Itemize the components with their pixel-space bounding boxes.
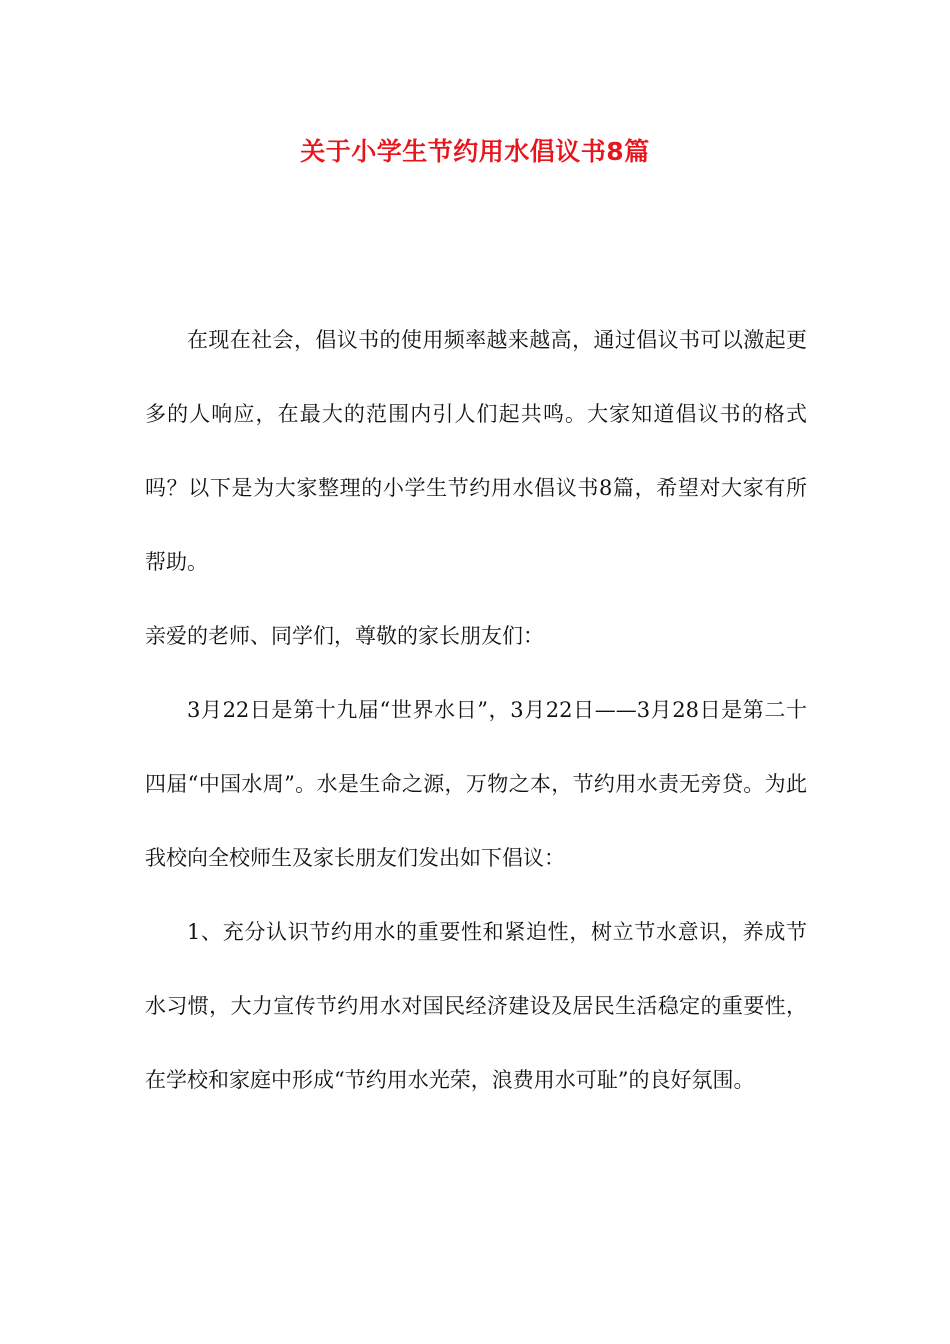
proposal-item-1: 1、充分认识节约用水的重要性和紧迫性，树立节水意识，养成节水习惯，大力宣传节约用水对国民经济建设及居民生活稳定的重要性，在学校和家庭中形成“节约用水光荣，浪费用水可耻”的良好氛围。 (145, 920, 807, 1092)
intro-paragraph: 在现在社会，倡议书的使用频率越来越高，通过倡议书可以激起更多的人响应，在最大的范围内引人们起共鸣。大家知道倡议书的格式吗？以下是为大家整理的小学生节约用水倡议书8篇，希望对大家有所帮助。 (145, 328, 807, 574)
water-day-paragraph: 3月22日是第十九届“世界水日”，3月22日——3月28日是第二十四届“中国水周”。水是生命之源，万物之本，节约用水责无旁贷。为此我校向全校师生及家长朋友们发出如下倡议： (145, 698, 807, 870)
document-title: 关于小学生节约用水倡议书8篇 (300, 137, 650, 166)
salutation: 亲爱的老师、同学们，尊敬的家长朋友们： (145, 624, 544, 648)
